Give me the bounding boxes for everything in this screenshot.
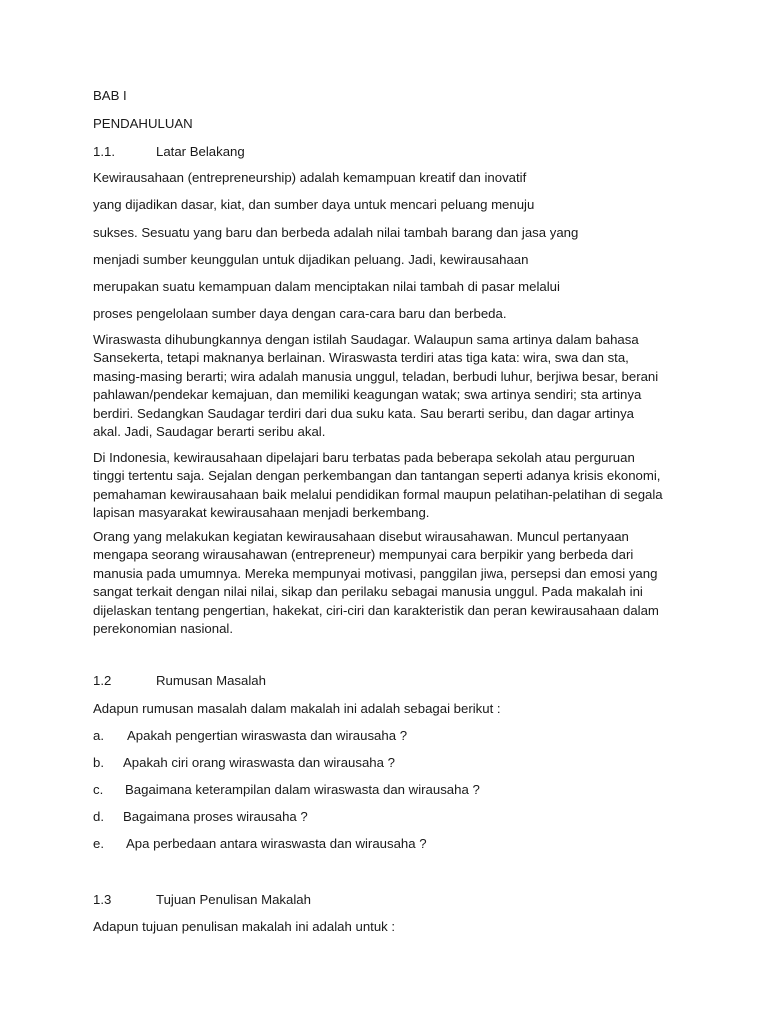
intro-line: Kewirausahaan (entrepreneurship) adalah kemampuan kreatif dan inovatif bbox=[93, 170, 527, 185]
body-paragraph: Di Indonesia, kewirausahaan dipelajari baru terbatas pada beberapa sekolah atau perguruan tinggi tertentu saja. Sejalan dengan perkembangan dan tantangan seperti adanya krisis ekonomi, pemahaman kewirausahaan baik melalui pendidikan formal maupun pelatihan-pelatihan di segala lapisan masyarakat kewirausahaan menjadi berkembang. bbox=[93, 450, 663, 521]
intro-line: yang dijadikan dasar, kiat, dan sumber daya untuk mencari peluang menuju bbox=[93, 197, 535, 212]
section-number: 1.2 bbox=[93, 673, 112, 688]
intro-line: menjadi sumber keunggulan untuk dijadikan peluang. Jadi, kewirausahaan bbox=[93, 252, 529, 267]
intro-line: sukses. Sesuatu yang baru dan berbeda adalah nilai tambah barang dan jasa yang bbox=[93, 225, 579, 240]
list-item-label: d. bbox=[93, 809, 104, 824]
list-item-label: a. bbox=[93, 728, 104, 743]
list-item-label: c. bbox=[93, 782, 104, 797]
section-number: 1.3 bbox=[93, 892, 112, 907]
section-intro: Adapun rumusan masalah dalam makalah ini adalah sebagai berikut : bbox=[93, 701, 501, 716]
section-title: Latar Belakang bbox=[156, 144, 245, 159]
section-title: Tujuan Penulisan Makalah bbox=[156, 892, 311, 907]
chapter-label: BAB I bbox=[93, 88, 127, 103]
body-paragraph: Orang yang melakukan kegiatan kewirausahaan disebut wirausahawan. Muncul pertanyaan mengapa seorang wirausahawan (entrepreneur) mempunyai cara berpikir yang berbeda dari manusia pada umumnya. Mereka mempunyai motivasi, panggilan jiwa, persepsi dan emosi yang sangat terkait dengan nilai nilai, sikap dan perilaku sebagai manusia unggul. Pada makalah ini dijelaskan tentang pengertian, hakekat, ciri-ciri dan karakteristik dan peran kewirausahaan dalam perekonomian nasional. bbox=[93, 529, 659, 637]
intro-line: proses pengelolaan sumber daya dengan cara-cara baru dan berbeda. bbox=[93, 306, 507, 321]
chapter-title: PENDAHULUAN bbox=[93, 116, 193, 131]
list-item-label: e. bbox=[93, 836, 104, 851]
section-title: Rumusan Masalah bbox=[156, 673, 266, 688]
list-item-text: Apakah pengertian wiraswasta dan wirausaha ? bbox=[127, 728, 408, 743]
section-number: 1.1. bbox=[93, 144, 115, 159]
list-item-text: Apa perbedaan antara wiraswasta dan wirausaha ? bbox=[126, 836, 427, 851]
intro-line: merupakan suatu kemampuan dalam menciptakan nilai tambah di pasar melalui bbox=[93, 279, 560, 294]
section-intro: Adapun tujuan penulisan makalah ini adalah untuk : bbox=[93, 919, 396, 934]
list-item-label: b. bbox=[93, 755, 104, 770]
list-item-text: Bagaimana keterampilan dalam wiraswasta dan wirausaha ? bbox=[125, 782, 480, 797]
body-paragraph: Wiraswasta dihubungkannya dengan istilah Saudagar. Walaupun sama artinya dalam bahasa Sansekerta, tetapi maknanya berlainan. Wiraswasta terdiri atas tiga kata: wira, swa dan sta, masing-masing berarti; wira adalah manusia unggul, teladan, berbudi luhur, berjiwa besar, berani pahlawan/pendekar kemajuan, dan memiliki keagungan watak; swa artinya sendiri; sta artinya berdiri. Sedangkan Saudagar terdiri dari dua suku kata. Sau berarti seribu, dan dagar artinya akal. Jadi, Saudagar berarti seribu akal. bbox=[93, 332, 659, 440]
list-item-text: Bagaimana proses wirausaha ? bbox=[123, 809, 308, 824]
list-item-text: Apakah ciri orang wiraswasta dan wirausaha ? bbox=[123, 755, 395, 770]
